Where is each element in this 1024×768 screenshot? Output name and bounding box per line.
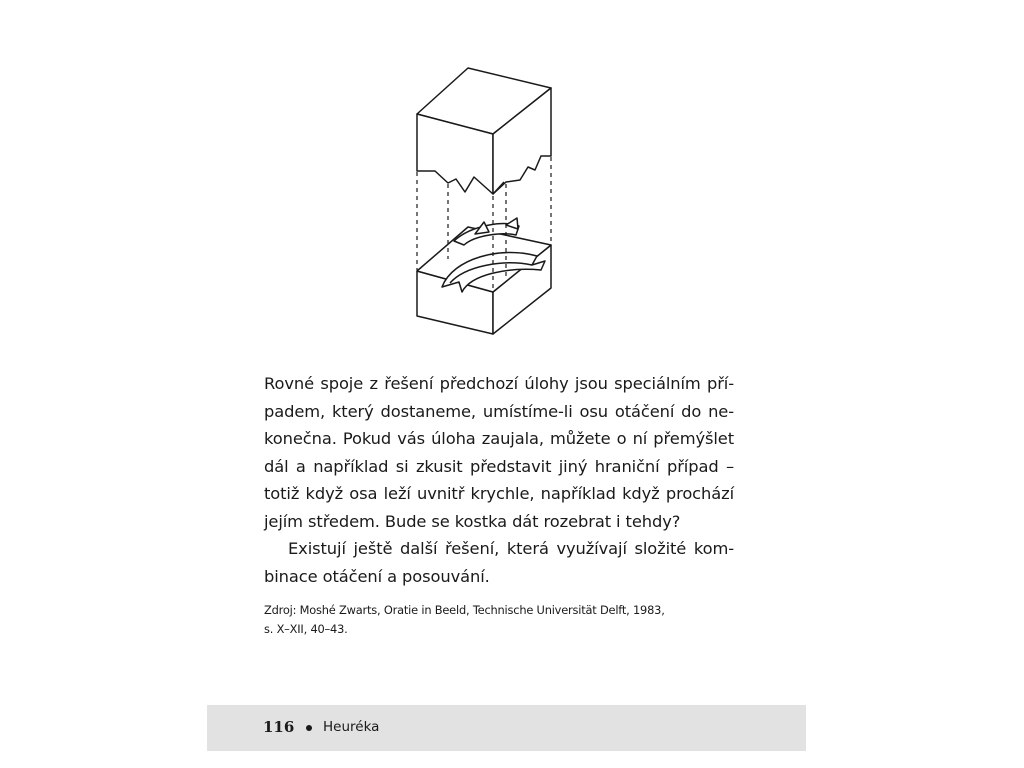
source-citation (264, 601, 734, 639)
body-line: Rovné spoje z řešení předchozí úlohy jsou speciálním pří- (264, 374, 734, 393)
citation-line: s. X–XII, 40–43. (264, 622, 348, 636)
body-line: padem, který dostaneme, umístíme-li osu otáčení do ne- (264, 401, 734, 421)
body-line: Existují ještě další řešení, která využívají složité kom- (288, 539, 734, 558)
body-line: jejím středem. Bude se kostka dát rozebrat i tehdy? (264, 511, 681, 531)
puzzle-cube-illustration (405, 60, 575, 350)
body-line: binace otáčení a posouvání. (264, 566, 490, 586)
body-line: totiž když osa leží uvnitř krychle, například když prochází (264, 484, 734, 503)
exploded-block-diagram (405, 60, 575, 350)
page-footer (207, 705, 806, 751)
page-number: 116 (263, 718, 295, 736)
bullet-separator-icon (306, 725, 312, 731)
body-line: konečna. Pokud vás úloha zaujala, můžete o ní přemýšlet (264, 429, 734, 448)
main-paragraphs (264, 370, 734, 590)
body-line: dál a například si zkusit představit jiný hraniční případ – (264, 456, 734, 476)
running-title: Heuréka (323, 719, 380, 735)
citation-line: Zdroj: Moshé Zwarts, Oratie in Beeld, Technische Universität Delft, 1983, (264, 603, 665, 617)
